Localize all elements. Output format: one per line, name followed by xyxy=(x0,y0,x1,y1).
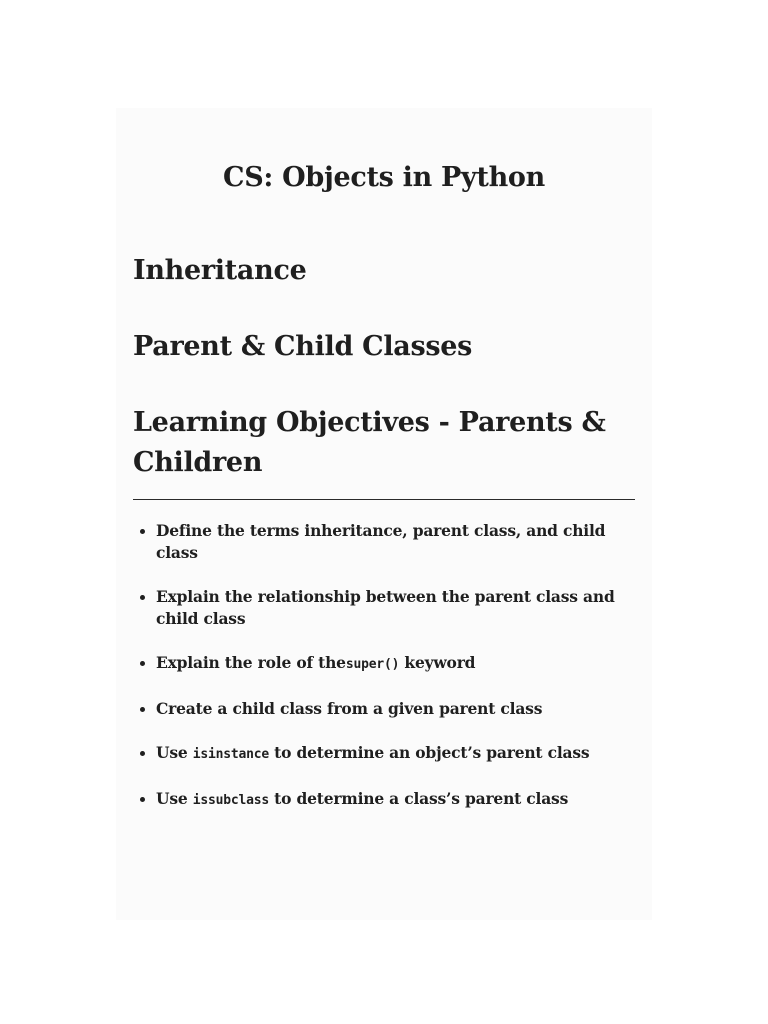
bullet-icon xyxy=(140,529,145,534)
objective-text: to determine an object’s parent class xyxy=(268,743,590,762)
objective-text: Explain the relationship between the parent class and child class xyxy=(156,587,615,628)
list-item xyxy=(133,652,638,676)
objective-text: Use xyxy=(156,789,193,808)
bullet-icon xyxy=(140,595,145,600)
inline-code: issubclass xyxy=(192,793,269,808)
objective-text: Explain the role of the xyxy=(156,653,346,672)
objective-text: Create a child class from a given parent class xyxy=(156,699,543,718)
list-item xyxy=(133,742,638,766)
list-item xyxy=(133,788,638,812)
list-item xyxy=(133,586,638,630)
list-item xyxy=(133,698,638,720)
bullet-icon xyxy=(140,707,145,712)
heading-learning-objectives: Learning Objectives - Parents & Children xyxy=(133,407,606,478)
bullet-icon xyxy=(140,751,145,756)
bullet-icon xyxy=(140,797,145,802)
bullet-icon xyxy=(140,661,145,666)
list-item xyxy=(133,520,638,564)
horizontal-rule xyxy=(133,499,635,500)
heading-parent-child-classes: Parent & Child Classes xyxy=(133,331,473,362)
objective-text: to determine a class’s parent class xyxy=(268,789,569,808)
objectives-list xyxy=(133,520,638,834)
document-title: CS: Objects in Python xyxy=(223,162,545,193)
objective-text: Use xyxy=(156,743,193,762)
objective-text: keyword xyxy=(399,653,476,672)
document-page xyxy=(116,108,652,920)
heading-inheritance: Inheritance xyxy=(133,255,307,286)
inline-code: super() xyxy=(345,657,400,672)
inline-code: isinstance xyxy=(192,747,269,762)
objective-text: Define the terms inheritance, parent class, and child class xyxy=(156,521,606,562)
